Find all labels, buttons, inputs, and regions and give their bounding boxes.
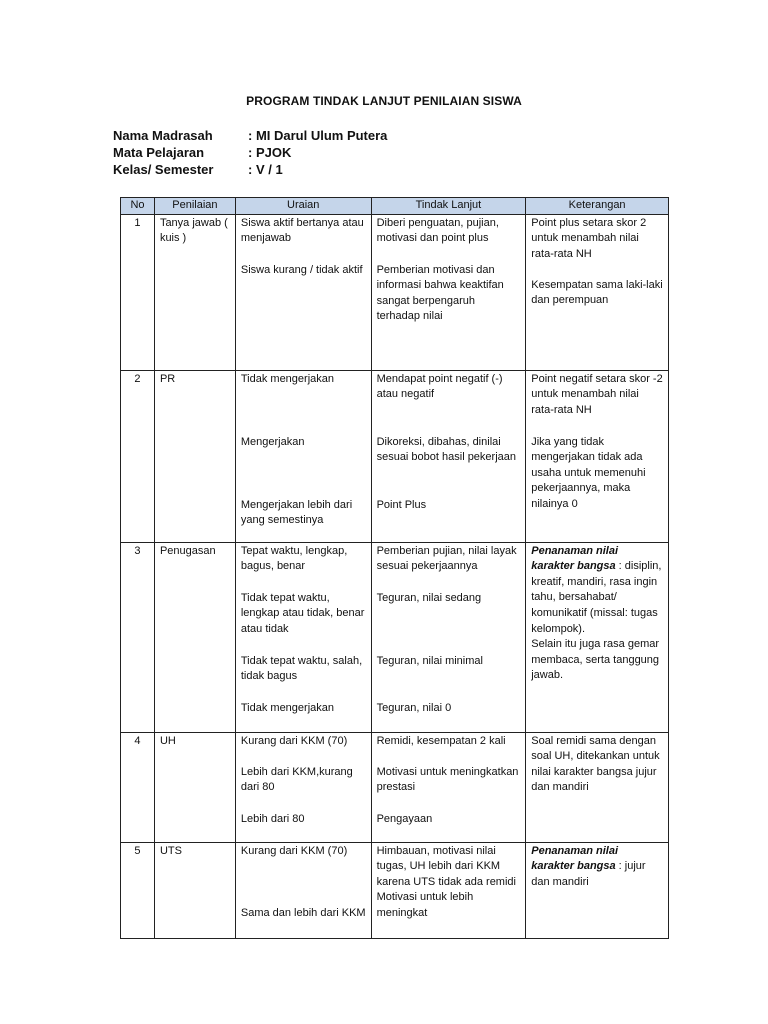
cell-tindak <box>371 370 526 542</box>
uraian-line: Siswa aktif bertanya atau menjawab <box>240 216 364 245</box>
cell-penilaian: PR <box>154 370 235 542</box>
cell-tindak <box>371 214 526 370</box>
ket-line: Soal remidi sama dengan soal UH, ditekankan untuk nilai karakter bangsa jujur dan mandiri <box>531 734 660 794</box>
info-block <box>113 128 387 179</box>
cell-keterangan <box>526 732 669 842</box>
cell-no: 5 <box>121 842 155 938</box>
header-uraian: Uraian <box>235 198 371 215</box>
cell-keterangan <box>526 542 669 732</box>
uraian-line: Lebih dari KKM,kurang dari 80 <box>240 765 353 794</box>
cell-keterangan <box>526 214 669 370</box>
uraian-line: Tidak tepat waktu, lengkap atau tidak, benar atau tidak <box>240 591 365 635</box>
info-label: Kelas/ Semester <box>113 162 214 177</box>
ket-line: : disiplin, kreatif, mandiri, rasa ingin tahu, bersahabat/ komunikatif (missal: tugas kelompok). <box>531 560 662 635</box>
ket-line: Kesempatan sama laki-laki dan perempuan <box>531 278 663 307</box>
cell-penilaian: UH <box>154 732 235 842</box>
info-label: Mata Pelajaran <box>113 145 205 160</box>
cell-tindak <box>371 732 526 842</box>
cell-penilaian: UTS <box>154 842 235 938</box>
cell-no: 4 <box>121 732 155 842</box>
uraian-line: Sama dan lebih dari KKM <box>240 906 366 919</box>
cell-no: 1 <box>121 214 155 370</box>
tindak-line: Pemberian motivasi dan informasi bahwa keaktifan sangat berpengaruh terhadap nilai <box>376 263 504 323</box>
tindak-line: Teguran, nilai minimal <box>376 654 483 667</box>
uraian-line: Siswa kurang / tidak aktif <box>240 263 363 276</box>
ket-line: Selain itu juga rasa gemar membaca, serta tanggung jawab. <box>531 638 660 682</box>
tindak-line: Dikoreksi, dibahas, dinilai sesuai bobot hasil pekerjaan <box>376 435 517 464</box>
table-row <box>121 842 669 938</box>
cell-penilaian: Penugasan <box>154 542 235 732</box>
cell-no: 2 <box>121 370 155 542</box>
tindak-line: Teguran, nilai sedang <box>376 591 482 604</box>
tindak-line: Pengayaan <box>376 812 433 825</box>
uraian-line: Lebih dari 80 <box>240 812 305 825</box>
assessment-table <box>120 197 669 939</box>
table-row <box>121 370 669 542</box>
tindak-line: Teguran, nilai 0 <box>376 701 452 714</box>
header-tindak-lanjut: Tindak Lanjut <box>371 198 526 215</box>
tindak-line: Motivasi untuk meningkatkan prestasi <box>376 765 519 794</box>
tindak-line: Himbauan, motivasi nilai tugas, UH lebih dari KKM karena UTS tidak ada remidi <box>376 844 516 888</box>
ket-line: Point negatif setara skor -2 untuk menambah nilai rata-rata NH <box>531 372 663 416</box>
tindak-line: Pemberian pujian, nilai layak sesuai pekerjaannya <box>376 544 517 573</box>
cell-uraian <box>235 542 371 732</box>
header-no: No <box>121 198 155 215</box>
ket-emphasis: Penanaman nilai karakter bangsa <box>531 844 619 873</box>
info-label: Nama Madrasah <box>113 128 213 143</box>
page-title: PROGRAM TINDAK LANJUT PENILAIAN SISWA <box>246 94 522 108</box>
info-value: : V / 1 <box>248 162 283 177</box>
ket-line: Point plus setara skor 2 untuk menambah nilai rata-rata NH <box>531 216 647 260</box>
cell-uraian <box>235 842 371 938</box>
tindak-line: Mendapat point negatif (-) atau negatif <box>376 372 503 401</box>
uraian-line: Kurang dari KKM (70) <box>240 734 348 747</box>
cell-uraian <box>235 214 371 370</box>
info-value: : PJOK <box>248 145 292 160</box>
tindak-line: Motivasi untuk lebih meningkat <box>376 891 474 919</box>
cell-uraian <box>235 370 371 542</box>
cell-uraian <box>235 732 371 842</box>
table-row <box>121 214 669 370</box>
tindak-line: Point Plus <box>376 498 427 511</box>
header-keterangan: Keterangan <box>526 198 669 215</box>
uraian-line: Mengerjakan <box>240 435 305 448</box>
uraian-line: Kurang dari KKM (70) <box>240 844 348 857</box>
uraian-line: Tidak mengerjakan <box>240 372 334 385</box>
cell-keterangan <box>526 842 669 938</box>
uraian-line: Mengerjakan lebih dari yang semestinya <box>240 498 353 527</box>
info-value: : MI Darul Ulum Putera <box>248 128 388 143</box>
table-row <box>121 732 669 842</box>
ket-line: : jujur dan mandiri <box>531 860 646 888</box>
cell-tindak <box>371 842 526 938</box>
uraian-line: Tidak mengerjakan <box>240 701 334 714</box>
uraian-line: Tepat waktu, lengkap, bagus, benar <box>240 544 348 573</box>
tindak-line: Diberi penguatan, pujian, motivasi dan point plus <box>376 216 499 245</box>
cell-no: 3 <box>121 542 155 732</box>
ket-emphasis: Penanaman nilai karakter bangsa <box>531 544 619 573</box>
uraian-line: Tidak tepat waktu, salah, tidak bagus <box>240 654 363 683</box>
tindak-line: Remidi, kesempatan 2 kali <box>376 734 506 747</box>
cell-penilaian: Tanya jawab ( kuis ) <box>154 214 235 370</box>
header-penilaian: Penilaian <box>154 198 235 215</box>
cell-keterangan <box>526 370 669 542</box>
table-row <box>121 542 669 732</box>
ket-line: Jika yang tidak mengerjakan tidak ada usaha untuk memenuhi pekerjaannya, maka nilainya 0 <box>531 435 646 510</box>
cell-tindak <box>371 542 526 732</box>
